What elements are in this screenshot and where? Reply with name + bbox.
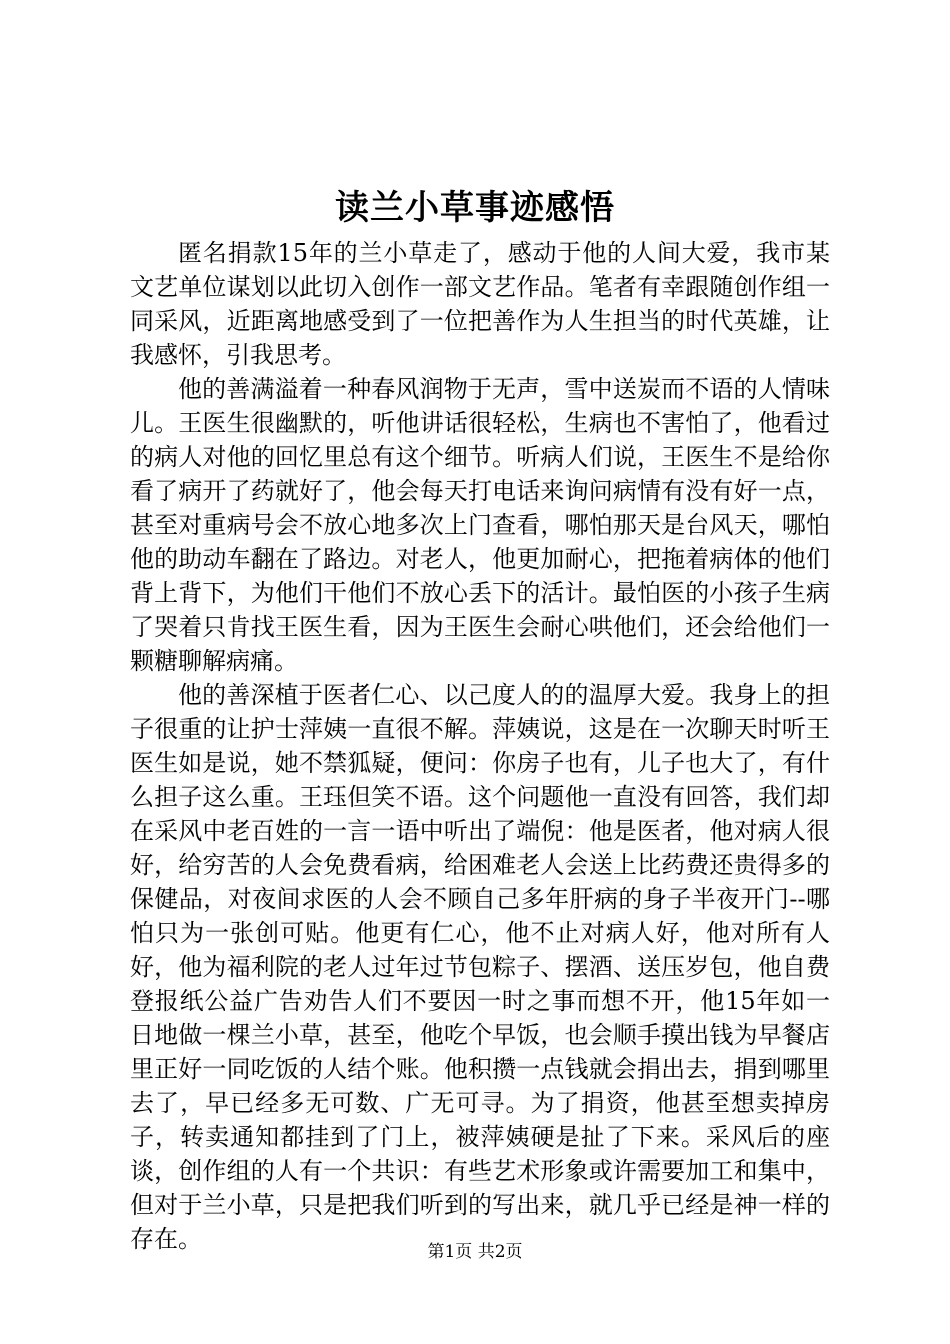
paragraph-2: 他的善满溢着一种春风润物于无声，雪中送炭而不语的人情味儿。王医生很幽默的，听他讲话很轻松，生病也不害怕了，他看过的病人对他的回忆里总有这个细节。听病人们说，王医生不是给你看了病开了药就好了，他会每天打电话来询问病情有没有好一点，甚至对重病号会不放心地多次上门查看，哪怕那天是台风天，哪怕他的助动车翻在了路边。对老人，他更加耐心，把拖着病体的他们背上背下，为他们干他们不放心丢下的活计。最怕医的小孩子生病了哭着只肯找王医生看，因为王医生会耐心哄他们，还会给他们一颗糖聊解病痛。 (130, 375, 830, 675)
page-footer: 第1页 共2页 (427, 1242, 523, 1262)
paragraph-3: 他的善深植于医者仁心、以己度人的的温厚大爱。我身上的担子很重的让护士萍姨一直很不解。萍姨说，这是在一次聊天时听王医生如是说，她不禁狐疑，便问：你房子也有，儿子也大了，有什么担子这么重。王珏但笑不语。这个问题他一直没有回答，我们却在采风中老百姓的一言一语中听出了端倪：他是医者，他对病人很好，给穷苦的人会免费看病，给困难老人会送上比药费还贵得多的保健品，对夜间求医的人会不顾自己多年肝病的身子半夜开门--哪怕只为一张创可贴。他更有仁心，他不止对病人好，他对所有人好，他为福利院的老人过年过节包粽子、摆酒、送压岁包，他自费登报纸公益广告劝告人们不要因一时之事而想不开，他15年如一日地做一棵兰小草，甚至，他吃个早饭，也会顺手摸出钱为早餐店里正好一同吃饭的人结个账。他积攒一点钱就会捐出去，捐到哪里去了，早已经多无可数、广无可寻。为了捐资，他甚至想卖掉房子，转卖通知都挂到了门上，被萍姨硬是扯了下来。采风后的座谈，创作组的人有一个共识：有些艺术形象或许需要加工和集中，但对于兰小草，只是把我们听到的写出来，就几乎已经是神一样的存在。 (130, 681, 830, 1253)
paragraph-1: 匿名捐款15年的兰小草走了，感动于他的人间大爱，我市某文艺单位谋划以此切入创作一部文艺作品。笔者有幸跟随创作组一同采风，近距离地感受到了一位把善作为人生担当的时代英雄，让我感怀，引我思考。 (130, 239, 830, 369)
document-body (130, 236, 830, 1256)
document-title: 读兰小草事迹感悟 (335, 188, 615, 228)
